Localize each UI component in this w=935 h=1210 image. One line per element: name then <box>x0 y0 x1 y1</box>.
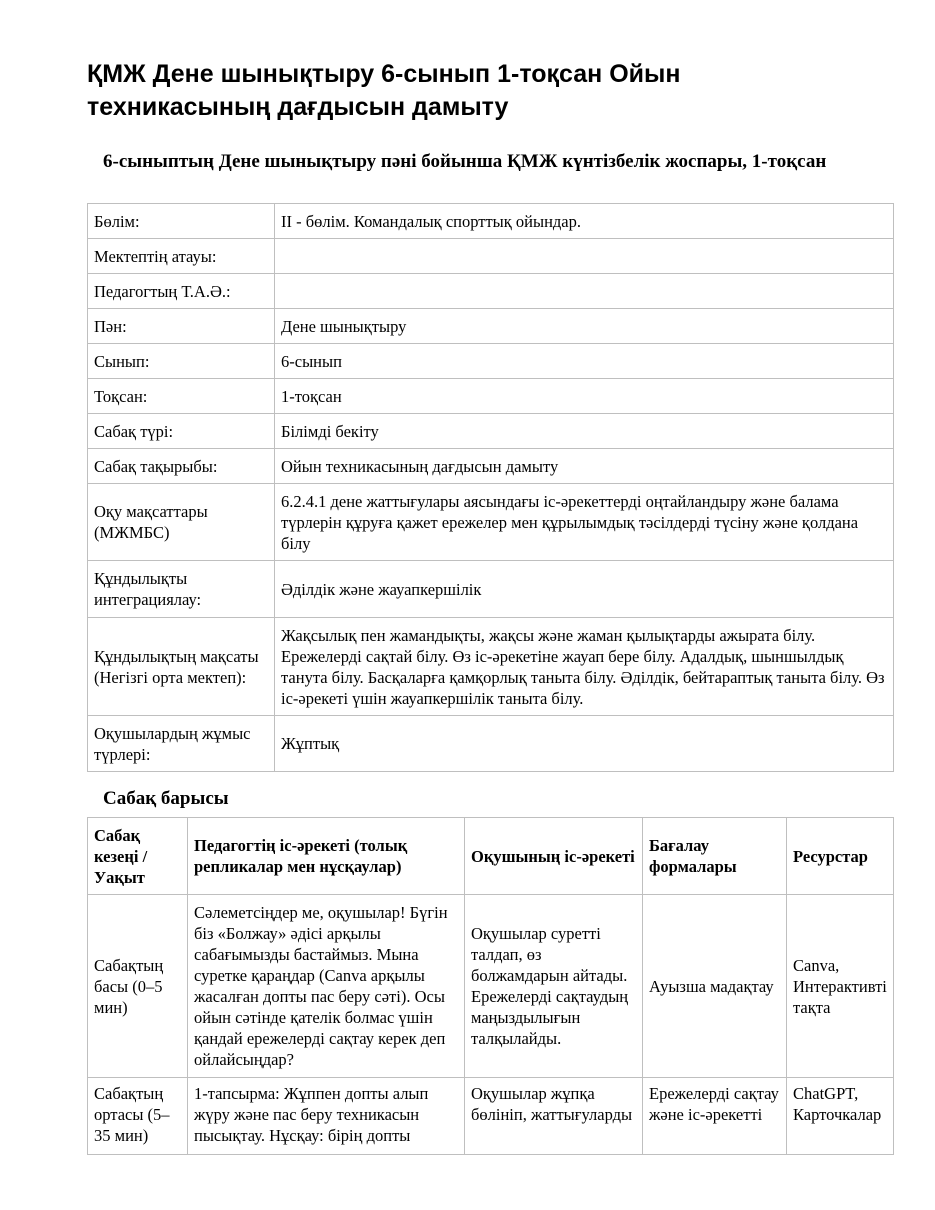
info-label: Мектептің атауы: <box>88 239 275 274</box>
lesson-heading: Сабақ барысы <box>103 788 229 809</box>
column-header: Оқушының іс-әрекеті <box>465 818 643 895</box>
table-row <box>88 204 894 239</box>
table-cell: Canva, Интерактивті тақта <box>787 895 894 1078</box>
table-cell: Сабақтың ортасы (5–35 мин) <box>88 1078 188 1155</box>
table-row <box>88 895 894 1078</box>
plan-heading: 6-сыныптың Дене шынықтыру пәні бойынша ҚМЖ күнтізбелік жоспары, 1-тоқсан <box>103 151 827 172</box>
table-cell: 1-тапсырма: Жұппен допты алып жүру және пас беру техникасын пысықтау. Нұсқау: бірің допты <box>188 1078 465 1155</box>
table-row <box>88 618 894 716</box>
table-cell: Ережелерді сақтау және іс-әрекетті <box>643 1078 787 1155</box>
info-value: Білімді бекіту <box>275 414 894 449</box>
table-cell: ChatGPT, Карточкалар <box>787 1078 894 1155</box>
info-value: Дене шынықтыру <box>275 309 894 344</box>
info-label: Бөлім: <box>88 204 275 239</box>
info-value: Жұптық <box>275 716 894 772</box>
table-row <box>88 1078 894 1155</box>
info-label: Оқушылардың жұмыс түрлері: <box>88 716 275 772</box>
column-header: Бағалау формалары <box>643 818 787 895</box>
info-value <box>275 274 894 309</box>
info-value: 1-тоқсан <box>275 379 894 414</box>
info-label: Сабақ тақырыбы: <box>88 449 275 484</box>
page-title: ҚМЖ Дене шынықтыру 6-сынып 1-тоқсан Ойын техникасының дағдысын дамыту <box>87 60 681 121</box>
info-label: Құндылықты интеграциялау: <box>88 561 275 618</box>
table-cell: Оқушылар суретті талдап, өз болжамдарын айтады. Ережелерді сақтаудың маңыздылығын талқылайды. <box>465 895 643 1078</box>
info-label: Оқу мақсаттары (МЖМБС) <box>88 484 275 561</box>
table-row <box>88 239 894 274</box>
info-value: Жақсылық пен жамандықты, жақсы және жаман қылықтарды ажырата білу. Ережелерді сақтай білу. Өз іс-әрекетіне жауап бере білу. Адалдық, шыншылдық танyта білу. Басқаларға қамқорлық таныта білу. Әділдік, бейтараптық таныта білу. Өз іс-әрекеті үшін жауапкершілік таныта білу. <box>275 618 894 716</box>
table-cell: Оқушылар жұпқа бөлініп, жаттығуларды <box>465 1078 643 1155</box>
info-value: Әділдік және жауапкершілік <box>275 561 894 618</box>
table-cell: Сабақтың басы (0–5 мин) <box>88 895 188 1078</box>
info-label: Сабақ түрі: <box>88 414 275 449</box>
lesson-table <box>87 817 894 1155</box>
info-label: Педагогтың Т.А.Ә.: <box>88 274 275 309</box>
info-table <box>87 203 894 772</box>
info-value: 6.2.4.1 дене жаттығулары аясындағы іс-әрекеттерді оңтайландыру және балама түрлерін құруға қажет ережелер мен құрылымдық тәсілдерді түсіну және қолдана білу <box>275 484 894 561</box>
table-row <box>88 561 894 618</box>
table-row <box>88 309 894 344</box>
table-cell: Ауызша мадақтау <box>643 895 787 1078</box>
info-label: Сынып: <box>88 344 275 379</box>
info-label: Пән: <box>88 309 275 344</box>
table-row <box>88 716 894 772</box>
table-row <box>88 414 894 449</box>
table-row <box>88 344 894 379</box>
table-row <box>88 449 894 484</box>
table-row <box>88 274 894 309</box>
column-header: Сабақ кезеңі / Уақыт <box>88 818 188 895</box>
info-value: ІІ - бөлім. Командалық спорттық ойындар. <box>275 204 894 239</box>
table-row <box>88 484 894 561</box>
info-value <box>275 239 894 274</box>
column-header: Педагогтің іс-әрекеті (толық репликалар мен нұсқаулар) <box>188 818 465 895</box>
table-header-row <box>88 818 894 895</box>
table-cell: Сәлеметсіңдер ме, оқушылар! Бүгін біз «Болжау» әдісі арқылы сабағымызды бастаймыз. Мына суретке қараңдар (Canva арқылы жасалған допты пас беру сәті). Осы ойын сәтінде қателік болмас үшін қандай ережелерді сақтау керек деп ойлайсыңдар? <box>188 895 465 1078</box>
info-value: Ойын техникасының дағдысын дамыту <box>275 449 894 484</box>
column-header: Ресурстар <box>787 818 894 895</box>
info-label: Тоқсан: <box>88 379 275 414</box>
table-row <box>88 379 894 414</box>
info-label: Құндылықтың мақсаты (Негізгі орта мектеп): <box>88 618 275 716</box>
info-value: 6-сынып <box>275 344 894 379</box>
